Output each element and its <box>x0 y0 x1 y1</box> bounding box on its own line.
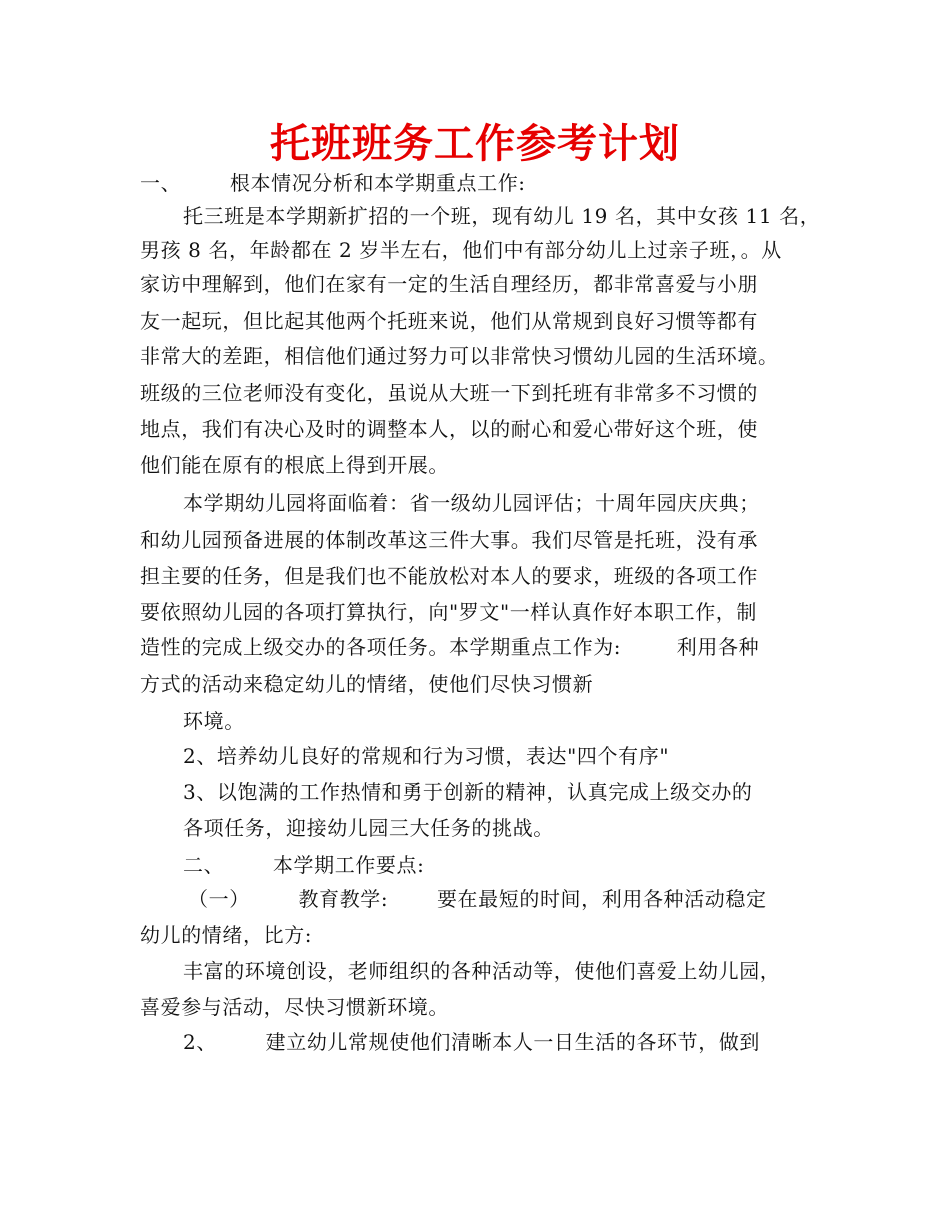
paragraph-line: 幼儿的情绪，比方: <box>140 923 313 947</box>
list-item: 2、培养幼儿良好的常规和行为习惯，表达"四个有序" <box>183 744 670 768</box>
section-heading-2: 二、 本学期工作要点: <box>183 853 425 877</box>
paragraph-line: 担主要的任务，但是我们也不能放松对本人的要求，班级的各项工作 <box>140 564 758 588</box>
list-item: 3、以饱满的工作热情和勇于创新的精神，认真完成上级交办的 <box>183 780 753 804</box>
paragraph-line: 丰富的环境创设，老师组织的各种活动等，使他们喜爱上幼儿园， <box>183 959 781 983</box>
paragraph-line: 非常大的差距，相信他们通过努力可以非常快习惯幼儿园的生活环境。 <box>140 344 779 368</box>
paragraph-line: 地点，我们有决心及时的调整本人，以的耐心和爱心带好这个班，使 <box>140 417 758 441</box>
paragraph-line: 环境。 <box>183 709 245 733</box>
paragraph-line: 本学期幼儿园将面临着：省一级幼儿园评估；十周年园庆庆典； <box>183 491 760 515</box>
paragraph-line: 他们能在原有的根底上得到开展。 <box>140 453 449 477</box>
subsection-heading: （一） 教育教学: 要在最短的时间，利用各种活动稳定 <box>188 887 767 911</box>
section-heading-1: 一、 根本情况分析和本学期重点工作: <box>140 171 526 195</box>
paragraph-line: 方式的活动来稳定幼儿的情绪，使他们尽快习惯新 <box>140 672 594 696</box>
paragraph-line: 造性的完成上级交办的各项任务。本学期重点工作为: 利用各种 <box>140 635 760 659</box>
paragraph-line: 友一起玩，但比起其他两个托班来说，他们从常规到良好习惯等都有 <box>140 309 758 333</box>
document-title: 托班班务工作参考计划 <box>270 121 680 167</box>
paragraph-line: 班级的三位老师没有变化，虽说从大班一下到托班有非常多不习惯的 <box>140 381 758 405</box>
list-item: 2、 建立幼儿常规使他们清晰本人一日生活的各环节，做到 <box>183 1030 761 1054</box>
paragraph-line: 家访中理解到，他们在家有一定的生活自理经历，都非常喜爱与小朋 <box>140 272 758 296</box>
paragraph-line: 和幼儿园预备进展的体制改革这三件大事。我们尽管是托班，没有承 <box>140 528 758 552</box>
paragraph-line: 要依照幼儿园的各项打算执行，向"罗文"一样认真作好本职工作，制 <box>140 600 757 624</box>
paragraph-line: 各项任务，迎接幼儿园三大任务的挑战。 <box>183 816 554 840</box>
paragraph-line: 喜爱参与活动，尽快习惯新环境。 <box>140 995 449 1019</box>
paragraph-line: 男孩 8 名，年龄都在 2 岁半左右，他们中有部分幼儿上过亲子班，。从 <box>140 238 782 262</box>
paragraph-line: 托三班是本学期新扩招的一个班，现有幼儿 19 名，其中女孩 11 名， <box>183 204 821 228</box>
